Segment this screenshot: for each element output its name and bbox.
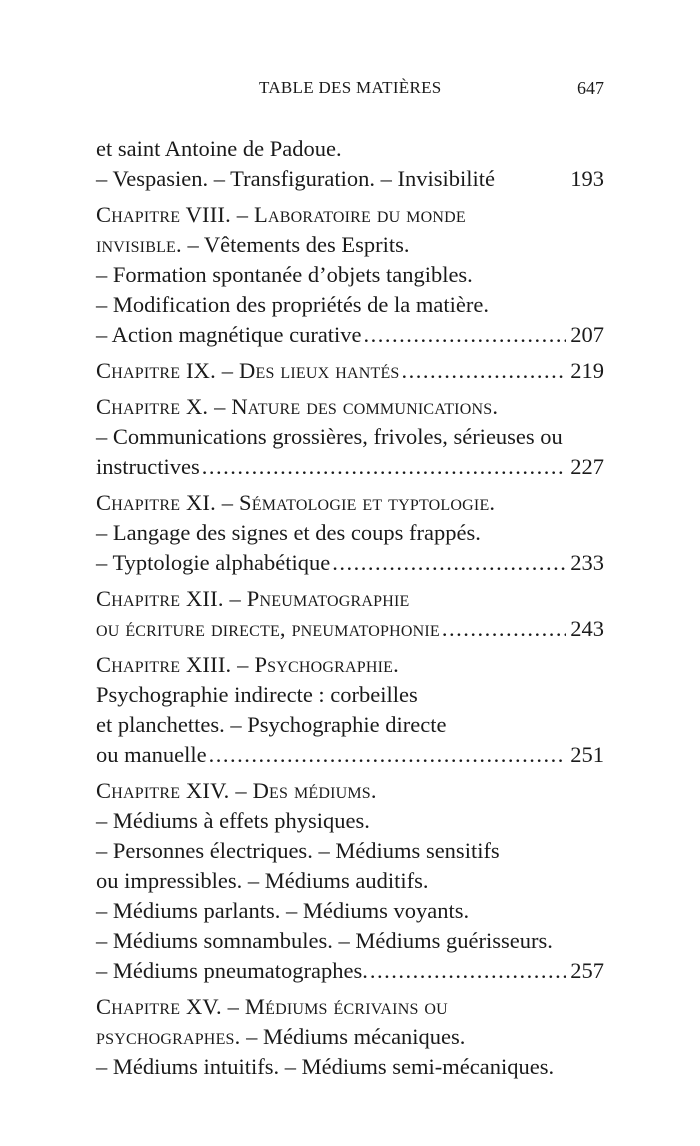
toc-line: et planchettes. – Psychographie directe [96, 712, 447, 737]
toc-last-line [96, 164, 604, 194]
toc-last-line [96, 956, 604, 986]
toc-line-text: – Médiums mécaniques. [240, 1024, 466, 1049]
chapter-heading: Chapitre IX. – Des lieux hantés [96, 358, 400, 383]
page-number: 647 [577, 78, 604, 98]
chapter-heading: Chapitre X. – Nature des communications. [96, 394, 499, 419]
toc-line: – Médiums somnambules. – Médiums guérisseurs. [96, 928, 553, 953]
chapter-heading: Chapitre XIV. – Des médiums. [96, 778, 377, 803]
toc-last-line [96, 452, 604, 482]
toc-entry [96, 200, 604, 350]
toc-line: – Médiums parlants. – Médiums voyants. [96, 898, 470, 923]
dot-leader [332, 548, 566, 578]
toc-page-number: 251 [570, 742, 604, 767]
toc-entry [96, 992, 604, 1082]
toc-line-text: ou manuelle [96, 742, 207, 767]
dot-leader [202, 452, 567, 482]
toc-line: – Médiums intuitifs. – Médiums semi-mécaniques. [96, 1054, 555, 1079]
toc-entry [96, 392, 604, 482]
toc-line: et saint Antoine de Padoue. [96, 136, 342, 161]
toc-line-text: – Vêtements des Esprits. [181, 232, 410, 257]
toc-line-text: – Vespasien. – Transfiguration. – Invisibilité [96, 166, 495, 191]
table-of-contents [96, 134, 604, 1088]
toc-line: – Médiums à effets physiques. [96, 808, 370, 833]
toc-entry [96, 584, 604, 644]
toc-line [96, 1022, 604, 1052]
chapter-heading: Chapitre XIII. – Psychographie. [96, 652, 399, 677]
chapter-heading: Chapitre XV. – Médiums écrivains ou [96, 994, 448, 1019]
dot-leader [364, 320, 567, 350]
running-header [0, 78, 700, 106]
toc-last-line [96, 320, 604, 350]
chapter-heading: Chapitre XI. – Sématologie et typtologie. [96, 490, 496, 515]
toc-entry [96, 776, 604, 986]
toc-entry [96, 134, 604, 194]
chapter-heading-continued: ou écriture directe, pneumatophonie [96, 616, 440, 641]
dot-leader [442, 614, 566, 644]
toc-line: – Langage des signes et des coups frappés. [96, 520, 481, 545]
running-title: TABLE DES MATIÈRES [259, 78, 442, 97]
toc-last-line [96, 614, 604, 644]
chapter-heading: Chapitre VIII. – Laboratoire du monde [96, 202, 466, 227]
toc-line: – Modification des propriétés de la matière. [96, 292, 489, 317]
toc-line: – Personnes électriques. – Médiums sensitifs [96, 838, 500, 863]
toc-line-text: – Médiums pneumatographes. [96, 958, 368, 983]
toc-line: ou impressibles. – Médiums auditifs. [96, 868, 429, 893]
toc-line [96, 230, 604, 260]
toc-last-line [96, 740, 604, 770]
toc-line-text: – Action magnétique curative [96, 322, 362, 347]
toc-line: – Communications grossières, frivoles, sérieuses ou [96, 424, 563, 449]
toc-page-number: 233 [570, 550, 604, 575]
toc-last-line [96, 548, 604, 578]
toc-page-number: 227 [570, 454, 604, 479]
toc-page-number: 219 [570, 358, 604, 383]
toc-page-number: 243 [570, 616, 604, 641]
toc-entry [96, 356, 604, 386]
toc-line: – Formation spontanée d’objets tangibles. [96, 262, 473, 287]
toc-last-line [96, 356, 604, 386]
toc-page-number: 193 [570, 166, 604, 191]
toc-entry [96, 488, 604, 578]
toc-line-text: – Typtologie alphabétique [96, 550, 331, 575]
toc-line-text: instructives [96, 454, 200, 479]
dot-leader [402, 356, 567, 386]
dot-leader [209, 740, 567, 770]
chapter-heading-continued: invisible. [96, 232, 182, 257]
toc-page-number: 257 [570, 958, 604, 983]
toc-line: Psychographie indirecte : corbeilles [96, 682, 418, 707]
chapter-heading-continued: psychographes. [96, 1024, 241, 1049]
toc-page-number: 207 [570, 322, 604, 347]
toc-entry [96, 650, 604, 770]
chapter-heading: Chapitre XII. – Pneumatographie [96, 586, 410, 611]
dot-leader [370, 956, 566, 986]
